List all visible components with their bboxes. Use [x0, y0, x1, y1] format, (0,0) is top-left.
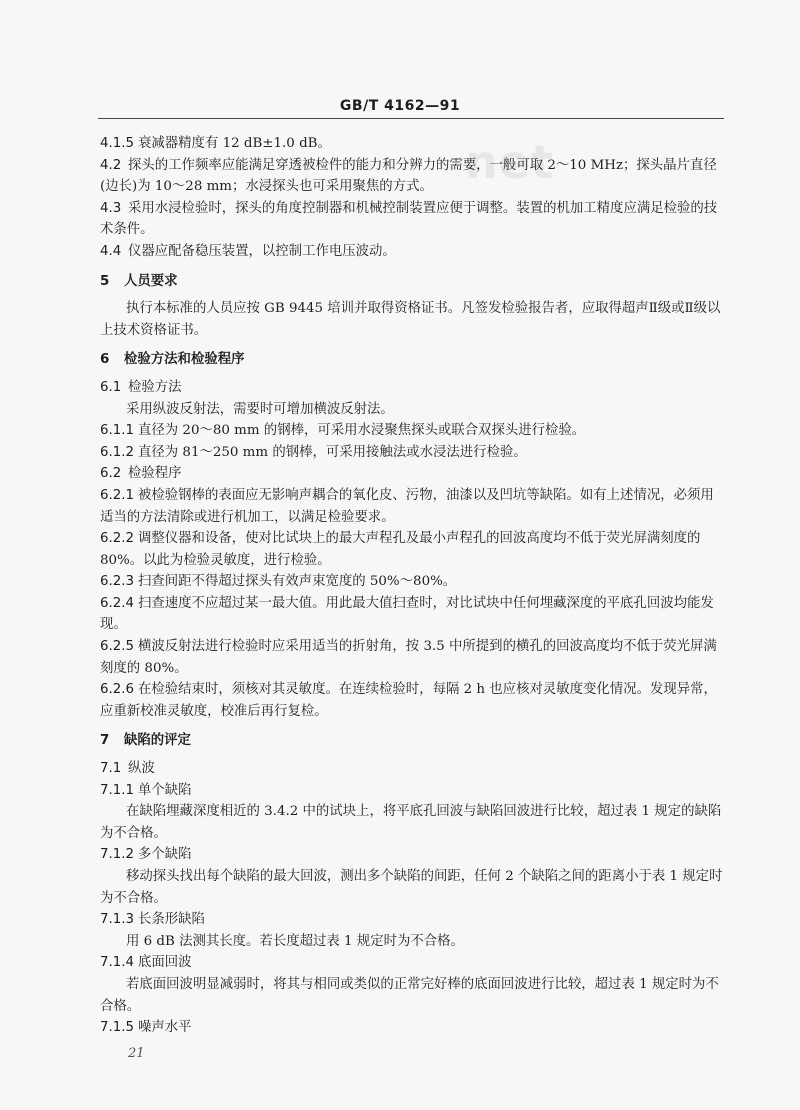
clause-7-1-5: 7.1.5 噪声水平 [100, 1020, 192, 1036]
clause-4-1-5: 4.1.5 衰减器精度有 12 dB±1.0 dB。 [100, 136, 331, 151]
clause-6-1-body: 采用纵波反射法，需要时可增加横波反射法。 [126, 401, 394, 417]
clause-6-2-5: 6.2.5 横波反射法进行检验时应采用适当的折射角，按 3.5 中所提到的横孔的回波高度均不低于荧光屏满刻度的 80%。 [100, 639, 717, 676]
clause-7-1-4: 7.1.4 底面回波 [100, 955, 192, 971]
clause-4-4: 4.4 仪器应配备稳压装置，以控制工作电压波动。 [100, 243, 396, 259]
clause-4-3: 4.3 采用水浸检验时，探头的角度控制器和机械控制装置应便于调整。装置的机加工精度应满足检验的技术条件。 [100, 200, 718, 238]
clause-6-2-4: 6.2.4 扫查速度不应超过某一最大值。用此最大值扫查时，对比试块中任何埋藏深度的平底孔回波均能发现。 [100, 595, 714, 633]
section-7-heading: 7 缺陷的评定 [100, 733, 191, 749]
document-body [100, 133, 724, 1039]
clause-6-1-2: 6.1.2 直径为 81～250 mm 的钢棒，可采用接触法或水浸法进行检验。 [100, 444, 527, 460]
clause-6-2-3: 6.2.3 扫查间距不得超过探头有效声束宽度的 50%～80%。 [100, 574, 457, 590]
clause-7-1-3: 7.1.3 长条形缺陷 [100, 912, 205, 928]
clause-6-1: 6.1 检验方法 [100, 379, 182, 395]
clause-4-2: 4.2 探头的工作频率应能满足穿透被检件的能力和分辨力的需要，一般可取 2～10 MHz；探头晶片直径(边长)为 10～28 mm；水浸探头也可采用聚焦的方式。 [100, 157, 717, 195]
clause-7-1-1: 7.1.1 单个缺陷 [100, 782, 192, 798]
clause-7-1-2: 7.1.2 多个缺陷 [100, 847, 192, 863]
clause-7-1-2-body: 移动探头找出每个缺陷的最大回波，测出多个缺陷的间距，任何 2 个缺陷之间的距离小于表 1 规定时为不合格。 [100, 869, 723, 906]
clause-6-2-6: 6.2.6 在检验结束时，须核对其灵敏度。在连续检验时，每隔 2 h 也应核对灵敏度变化情况。发现异常，应重新校准灵敏度，校准后再行复检。 [100, 682, 717, 719]
clause-6-2-1: 6.2.1 被检验钢棒的表面应无影响声耦合的氧化皮、污物，油漆以及凹坑等缺陷。如有上述情况，必须用适当的方法清除或进行机加工，以满足检验要求。 [100, 487, 714, 525]
clause-7-1-4-body: 若底面回波明显减弱时，将其与相同或类似的正常完好棒的底面回波进行比较，超过表 1 规定时为不合格。 [100, 976, 719, 1014]
section-5-heading: 5 人员要求 [100, 273, 178, 289]
clause-7-1-3-body: 用 6 dB 法测其长度。若长度超过表 1 规定时为不合格。 [126, 933, 464, 949]
header-rule [98, 118, 724, 119]
standard-code-header: GB/T 4162—91 [339, 98, 461, 114]
clause-7-1: 7.1 纵波 [100, 761, 155, 777]
clause-6-2-2: 6.2.2 调整仪器和设备，使对比试块上的最大声程孔及最小声程孔的回波高度均不低于荧光屏满刻度的 80%。以此为检验灵敏度，进行检验。 [100, 531, 701, 568]
clause-7-1-1-body: 在缺陷埋藏深度相近的 3.4.2 中的试块上，将平底孔回波与缺陷回波进行比较，超过表 1 规定的缺陷为不合格。 [100, 804, 722, 841]
clause-6-2: 6.2 检验程序 [100, 466, 182, 482]
section-6-heading: 6 检验方法和检验程序 [100, 352, 245, 368]
section-5-body: 执行本标准的人员应按 GB 9445 培训并取得资格证书。凡签发检验报告者，应取得超声Ⅱ级或Ⅱ级以上技术资格证书。 [100, 301, 721, 338]
watermark: net [465, 135, 554, 189]
page-number: 21 [128, 1046, 145, 1061]
clause-6-1-1: 6.1.1 直径为 20～80 mm 的钢棒，可采用水浸聚焦探头或联合双探头进行检验。 [100, 423, 586, 439]
